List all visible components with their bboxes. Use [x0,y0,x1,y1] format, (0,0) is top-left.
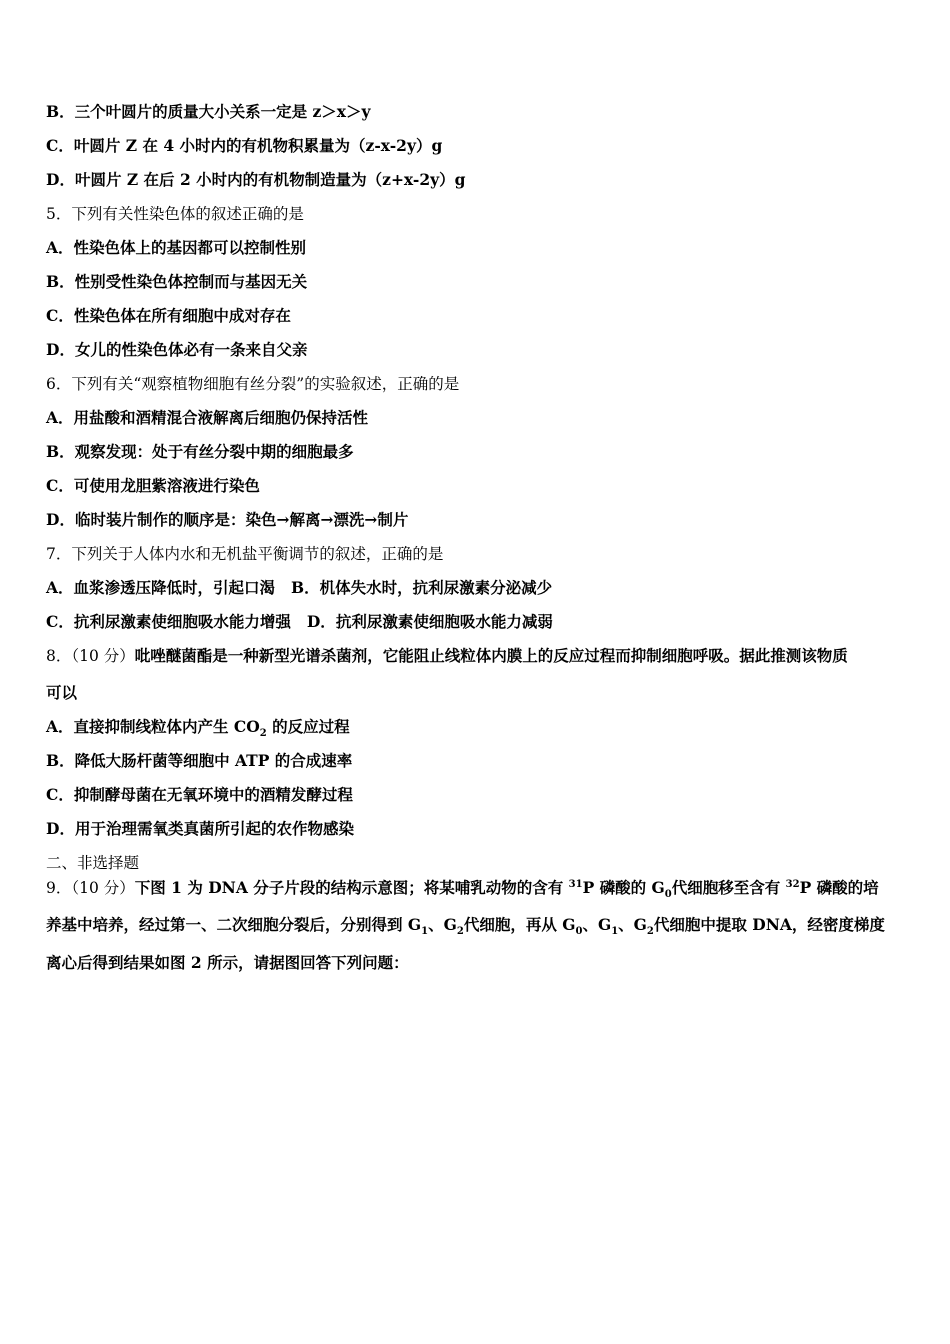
q5-stem: 5．下列有关性染色体的叙述正确的是 [46,205,304,223]
option-text: 女儿的性染色体必有一条来自父亲 [74,340,308,359]
question-number: 8．（10 分） [46,647,135,665]
q4-option-b [46,102,371,122]
q9-line3: 离心后得到结果如图 2 所示，请据图回答下列问题： [46,953,409,972]
option-letter: A． [46,717,74,736]
option-letter: D． [46,819,75,838]
option-text: 性染色体在所有细胞中成对存在 [73,306,291,325]
q7-options-row2 [46,612,553,632]
q8-option-a [46,717,350,740]
q7-options-row1 [46,578,552,598]
text-run: 代细胞中提取 DNA，经密度梯度 [653,915,885,934]
q5-option-c [46,306,291,326]
q5-option-a [46,238,306,258]
q7-stem: 7．下列关于人体内水和无机盐平衡调节的叙述，正确的是 [46,545,444,563]
q8-stem-line1 [46,646,848,666]
subscript: 1 [421,926,429,938]
option-text: 叶圆片 Z 在后 2 小时内的有机物制造量为（z+x-2y）g [74,170,466,189]
option-text: 直接抑制线粒体内产生 CO [73,717,260,736]
text-run: 代细胞，再从 G [463,915,576,934]
option-letter: B． [46,102,75,121]
q6-option-c [46,476,260,496]
question-text [134,878,879,901]
subscript: 1 [611,926,619,938]
option-letter: A． [46,578,74,597]
option-text: 用盐酸和酒精混合液解离后细胞仍保持活性 [73,408,369,427]
option-text: 降低大肠杆菌等细胞中 ATP 的合成速率 [74,751,353,770]
text-run: 、G [618,915,647,934]
q5-option-d [46,340,307,360]
text-run: 、G [582,915,612,934]
q6-option-b [46,442,354,462]
text-run: P 磷酸的 G [582,878,665,897]
q4-option-c [46,136,442,156]
option-letter: B． [46,751,75,770]
text-run: 养基中培养，经过第一、二次细胞分裂后，分别得到 G [46,915,422,934]
subscript: 0 [664,889,672,901]
option-letter: C． [46,306,74,325]
option-text: 可使用龙胆紫溶液进行染色 [73,476,260,495]
q9-line2 [46,915,885,938]
option-text: 抗利尿激素使细胞吸水能力减弱 [335,612,553,631]
option-letter: D． [46,170,75,189]
option-text: 血浆渗透压降低时，引起口渴 [73,578,276,597]
section-title: 二、非选择题 [46,854,140,872]
text-run: 下图 1 为 DNA 分子片段的结构示意图；将某哺乳动物的含有 [134,878,569,897]
option-letter: C． [46,612,74,631]
subscript: 2 [646,926,654,938]
q5-option-b [46,272,307,292]
option-letter: C． [46,785,74,804]
q9-line1 [46,878,879,901]
option-letter: A． [46,408,74,427]
superscript: 32 [785,878,800,890]
q8-option-d [46,819,354,839]
option-letter: D． [306,612,336,631]
option-letter: B． [46,272,75,291]
question-text: 吡唑醚菌酯是一种新型光谱杀菌剂，它能阻止线粒体内膜上的反应过程而抑制细胞呼吸。据此推测该物质 [134,646,848,665]
option-letter: A． [46,238,74,257]
q8-option-b [46,751,352,771]
option-letter: C． [46,136,74,155]
option-letter: D． [46,510,75,529]
subscript: 0 [575,926,583,938]
q8-option-c [46,785,353,805]
option-text: 抑制酵母菌在无氧环境中的酒精发酵过程 [73,785,353,804]
option-letter: C． [46,476,74,495]
option-text: 性染色体上的基因都可以控制性别 [73,238,307,257]
option-text: 性别受性染色体控制而与基因无关 [74,272,308,291]
option-text: 用于治理需氧类真菌所引起的农作物感染 [74,819,354,838]
option-letter: D． [46,340,75,359]
q8-stem-line2: 可以 [46,683,78,702]
q6-option-a [46,408,368,428]
superscript: 31 [568,878,583,890]
subscript: 2 [259,728,267,740]
q4-option-d [46,170,465,190]
option-text: 的反应过程 [266,717,350,736]
q6-stem: 6．下列有关“观察植物细胞有丝分裂”的实验叙述，正确的是 [46,375,460,393]
option-letter: B． [46,442,75,461]
option-letter: B． [291,578,320,597]
subscript: 2 [456,926,464,938]
question-number: 9．（10 分） [46,879,135,897]
option-text: 机体失水时，抗利尿激素分泌减少 [319,578,553,597]
option-text: 抗利尿激素使细胞吸水能力增强 [73,612,291,631]
text-run: 代细胞移至含有 [671,878,786,897]
option-text: 临时装片制作的顺序是：染色→解离→漂洗→制片 [74,510,409,529]
option-text: 叶圆片 Z 在 4 小时内的有机物积累量为（z-x-2y）g [73,136,443,155]
q6-option-d [46,510,408,530]
option-text: 三个叶圆片的质量大小关系一定是 z＞x＞y [74,102,371,121]
option-text: 观察发现：处于有丝分裂中期的细胞最多 [74,442,354,461]
text-run: 、G [428,915,457,934]
text-run: P 磷酸的培 [799,878,879,897]
